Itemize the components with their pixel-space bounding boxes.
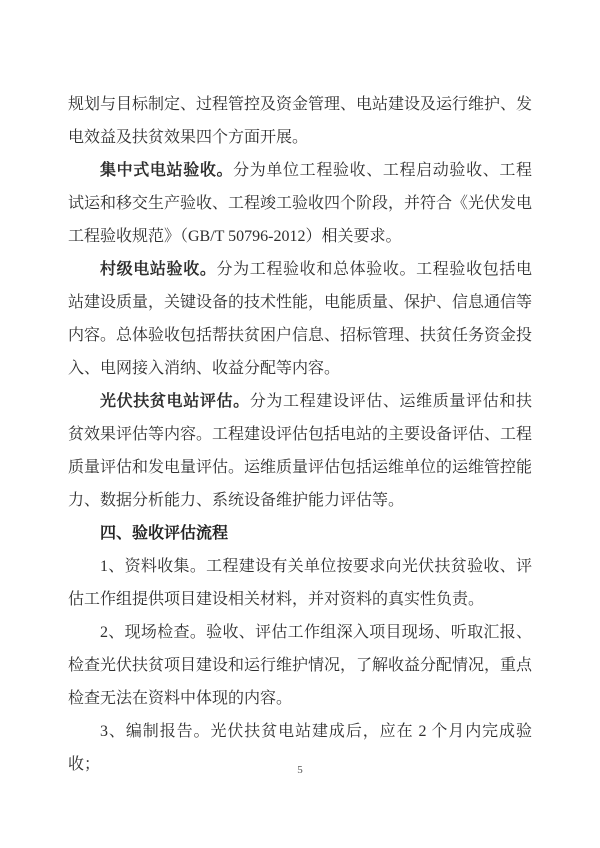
section-heading-acceptance-evaluation-process: 四、验收评估流程 — [100, 525, 229, 542]
paragraph-text: 1、资料收集。工程建设有关单位按要求向光伏扶贫验收、评估工作组提供项目建设相关材料，并对资料的真实性负责。 — [68, 558, 532, 608]
paragraph-text: 2、现场检查。验收、评估工作组深入项目现场、听取汇报、检查光伏扶贫项目建设和运行维护情况，了解收益分配情况，重点检查无法在资料中体现的内容。 — [68, 624, 533, 707]
paragraph-text: 分为单位工程验收、工程启动验收、工程试运和移交生产验收、工程竣工验收四个阶段，并符合《光伏发电工程验收规范》（GB/T 50796-2012）相关要求。 — [68, 162, 533, 245]
paragraph-lead: 光伏扶贫电站评估。 — [100, 393, 250, 410]
paragraph-lead: 村级电站验收。 — [100, 261, 217, 278]
paragraph-text: 分为工程验收和总体验收。工程验收包括电站建设质量，关键设备的技术性能，电能质量、保护、信息通信等内容。总体验收包括帮扶贫困户信息、招标管理、扶贫任务资金投入、电网接入消纳、收益分配等内容。 — [68, 261, 533, 377]
paragraph-text: 分为工程建设评估、运维质量评估和扶贫效果评估等内容。工程建设评估包括电站的主要设备评估、工程质量评估和发电量评估。运维质量评估包括运维单位的运维管控能力、数据分析能力、系统设备维护能力评估等。 — [68, 393, 533, 509]
paragraph-village-station-acceptance — [68, 253, 532, 385]
document-body — [68, 88, 532, 781]
paragraph-centralized-station-acceptance — [68, 154, 532, 253]
paragraph-lead: 集中式电站验收。 — [100, 162, 234, 179]
page-number: 5 — [297, 764, 303, 776]
paragraph-text: 规划与目标制定、过程管控及资金管理、电站建设及运行维护、发电效益及扶贫效果四个方面开展。 — [68, 96, 533, 146]
paragraph-step-2-site-inspection — [68, 616, 532, 715]
paragraph-text: 3、编制报告。光伏扶贫电站建成后，应在 2 个月内完成验收； — [68, 723, 532, 773]
paragraph-step-1-data-collection — [68, 550, 532, 616]
paragraph-pv-poverty-alleviation-evaluation — [68, 385, 532, 517]
paragraph-continuation — [68, 88, 532, 154]
